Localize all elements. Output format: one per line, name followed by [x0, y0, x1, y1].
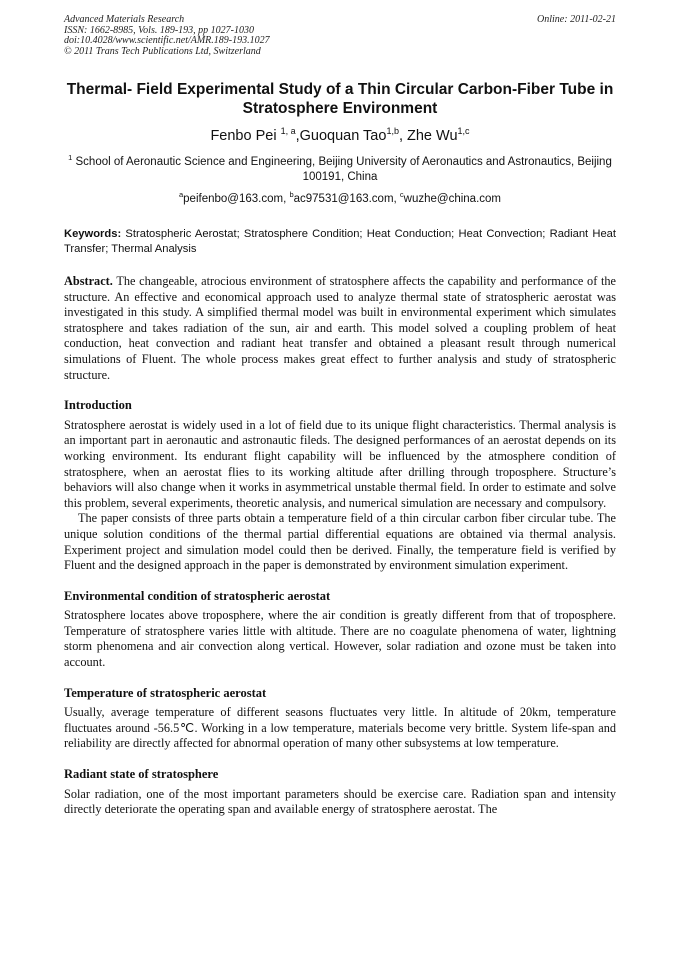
section-radiant-state [64, 767, 616, 818]
affiliation-superscript: 1 [68, 153, 73, 162]
section-paragraph: Usually, average temperature of different seasons fluctuates very little. In altitude of 20km, temperature fluctuates around -56.5℃. Working in a low temperature, materials become very brittle. System life-span and reliability are directly affected for abnormal operation of many other subsystems at low temperature. [64, 705, 616, 751]
section-introduction [64, 398, 616, 574]
online-date: Online: 2011-02-21 [537, 14, 616, 25]
journal-header [64, 15, 616, 57]
section-heading: Temperature of stratospheric aerostat [64, 685, 267, 700]
section-temperature [64, 686, 616, 752]
email-address[interactable]: wuzhe@china.com [403, 193, 502, 205]
author-name: Guoquan Tao [299, 128, 387, 144]
abstract-label: Abstract. [64, 274, 113, 288]
author-superscript: 1, a [280, 126, 296, 136]
keywords [64, 227, 616, 256]
abstract [64, 274, 616, 383]
section-heading: Environmental condition of stratospheric aerostat [64, 588, 331, 603]
section-paragraph: The paper consists of three parts obtain a temperature field of a thin circular carbon fiber circular tube. The unique solution conditions of the thermal partial differential equations are obtained via thermal analysis. Experiment project and simulation model could then be derived. Finally, the temperature field is verified by Fluent and the designed approach in the paper is demonstrated by environment simulation experiment. [64, 511, 616, 573]
section-heading: Radiant state of stratosphere [64, 767, 219, 782]
section-paragraph: Solar radiation, one of the most important parameters should be exercise care. Radiation span and intensity directly deteriorate the operating span and available energy of stratosphere aerostat. The [64, 786, 616, 817]
author-superscript: 1,b [386, 126, 399, 136]
author-emails: $^a$peifenbo@163.com, $^b$ac97531@163.com, $^c$wuzhe@china.com [178, 190, 502, 205]
author-separator: , [295, 128, 300, 144]
email-address[interactable]: peifenbo@163.com [183, 193, 284, 205]
section-paragraph: Stratosphere aerostat is widely used in a lot of field due to its unique flight characteristics. Thermal analysis is an important part in aeronautic and astronautic fileds. The designed performances of an aerostat depends on its working environment. Its endurant flight capability will be influenced by the atmosphere condition of stratosphere, when an aerostat flies to its working altitude after drilling through troposphere. Structure’s behaviors will also change when it works in asymmetrical unstable thermal field. In order to estimate and solve this problem, several experiments, theoretic analysis, and numerical simulation are necessary and compulsory. [64, 417, 616, 510]
author-name: Fenbo Pei [210, 128, 277, 144]
author-superscript: 1,c [457, 126, 470, 136]
author-name: Zhe Wu [407, 128, 458, 144]
author-separator: , [398, 128, 408, 144]
section-paragraph: Stratosphere locates above troposphere, where the air condition is greatly different from that of troposphere. Temperature of stratosphere varies little with altitude. There are no coagulate phenomena of water, lightning storm phenomena and air convection along vertical. However, solar radiation and ozone must be taken into account. [64, 608, 616, 670]
email-superscript: c [399, 190, 404, 199]
issn-line: ISSN: 1662-8985, Vols. 189-193, pp 1027-1030 [64, 24, 254, 36]
email-address[interactable]: ac97531@163.com [293, 193, 394, 205]
affiliation-text: School of Aeronautic Science and Engineering, Beijing University of Aeronautics and Astronautics, Beijing 100191, China [75, 156, 612, 183]
paper-title: Thermal- Field Experimental Study of a Thin Circular Carbon-Fiber Tube in Stratosphere Environment [66, 81, 614, 117]
doi-line: doi:10.4028/www.scientific.net/AMR.189-193.1027 [64, 35, 270, 46]
email-superscript: b [289, 190, 294, 199]
keywords-label: Keywords: [64, 228, 122, 240]
copyright-line: © 2011 Trans Tech Publications Ltd, Switzerland [64, 45, 261, 57]
section-heading: Introduction [64, 398, 132, 413]
keywords-text: Stratospheric Aerostat; Stratosphere Condition; Heat Conduction; Heat Convection; Radiant Heat Transfer; Thermal Analysis [64, 228, 617, 255]
abstract-text: The changeable, atrocious environment of stratosphere affects the capability and performance of the structure. An effective and economical approach used to analyze thermal state of stratospheric aerostat was investigated in this study. A simplified thermal model was built in environmental experiment which simulates stratosphere and takes radiation of the sun, air and earth. This model solved a coupling problem of heat conduction, heat convection and radiant heat transfer and obtained a pleasant result through numerical simulations of Fluent. The whole process makes great effect to further analysis and study of stratospheric structure. [64, 274, 617, 382]
email-superscript: a [178, 190, 184, 199]
journal-name: Advanced Materials Research [64, 14, 185, 25]
section-environmental-condition [64, 589, 616, 671]
affiliation [64, 155, 616, 185]
paper-body [64, 274, 616, 818]
author-list [64, 127, 616, 145]
